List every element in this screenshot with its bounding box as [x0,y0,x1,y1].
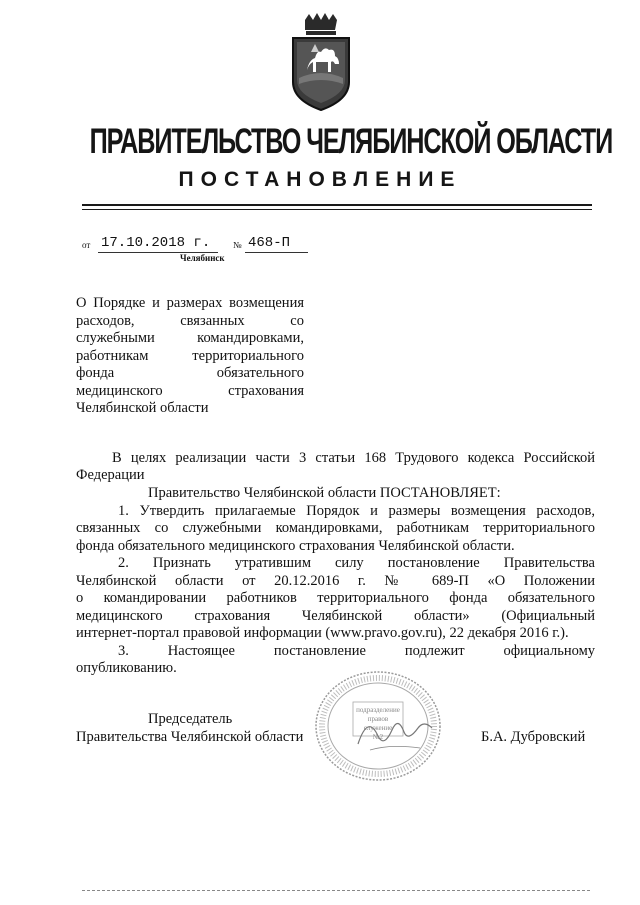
item1-line: фонда обязательного медицинского страхования Челябинской области. [76,538,515,554]
subject-line: О Порядке и размерах возмещения [76,295,304,311]
svg-text:№2: №2 [372,733,384,741]
item3-line: 3. Настоящее постановление подлежит официальному [118,643,595,659]
item1-line: 1. Утвердить прилагаемые Порядок и размеры возмещения расходов, [118,503,595,519]
subject-line: медицинского страхования [76,382,304,399]
svg-text:служение: служение [363,724,393,732]
document-number: 468-П [248,235,291,251]
number-underline [245,252,308,253]
subject-line: фонда обязательного [76,365,304,381]
footer-divider [82,890,592,891]
date-prefix: от [82,240,91,250]
signature-icon [350,700,440,760]
item1-line: связанных со служебными командировками, работникам территориального [76,520,595,536]
document-subject [76,295,304,418]
subject-line: работникам территориального [76,347,304,364]
body-intro-line: В целях реализации части 3 статьи 168 Трудового кодекса Российской [112,450,595,466]
signatory-position-line2: Правительства Челябинской области [76,729,304,745]
header-divider-thick [82,204,592,206]
body-intro-line: Федерации [76,467,145,483]
item2-line: интернет-портал правовой информации (www.pravo.gov.ru), 22 декабря 2016 г.). [76,625,569,641]
svg-text:подразделение: подразделение [356,706,400,714]
svg-text:правов: правов [367,715,389,723]
number-prefix: № [233,240,242,250]
document-type-title: ПОСТАНОВЛЕНИЕ [178,168,462,191]
signatory-name: Б.А. Дубровский [481,729,586,745]
header-divider-thin [82,209,592,210]
subject-line: расходов, связанных со [76,312,304,329]
coat-of-arms-icon [285,12,357,114]
subject-line: Челябинской области [76,400,209,416]
city-label: Челябинск [180,253,225,263]
item2-line: медицинского страхования Челябинской области» (Официальный [76,608,595,624]
document-date: 17.10.2018 г. [101,235,211,251]
item3-line: опубликованию. [76,660,177,676]
government-title: ПРАВИТЕЛЬСТВО ЧЕЛЯБИНСКОЙ ОБЛАСТИ [89,122,613,161]
item2-line: Челябинской области от 20.12.2016 г. № 689-П «О Положении [76,573,595,589]
item2-line: 2. Признать утратившим силу постановление Правительства [118,555,595,571]
item2-line: о командировании работников территориального фонда обязательного [76,590,595,606]
signatory-position-line1: Председатель [148,711,233,727]
subject-line: служебными командировками, [76,330,304,346]
resolves-line: Правительство Челябинской области ПОСТАНОВЛЯЕТ: [148,485,501,501]
